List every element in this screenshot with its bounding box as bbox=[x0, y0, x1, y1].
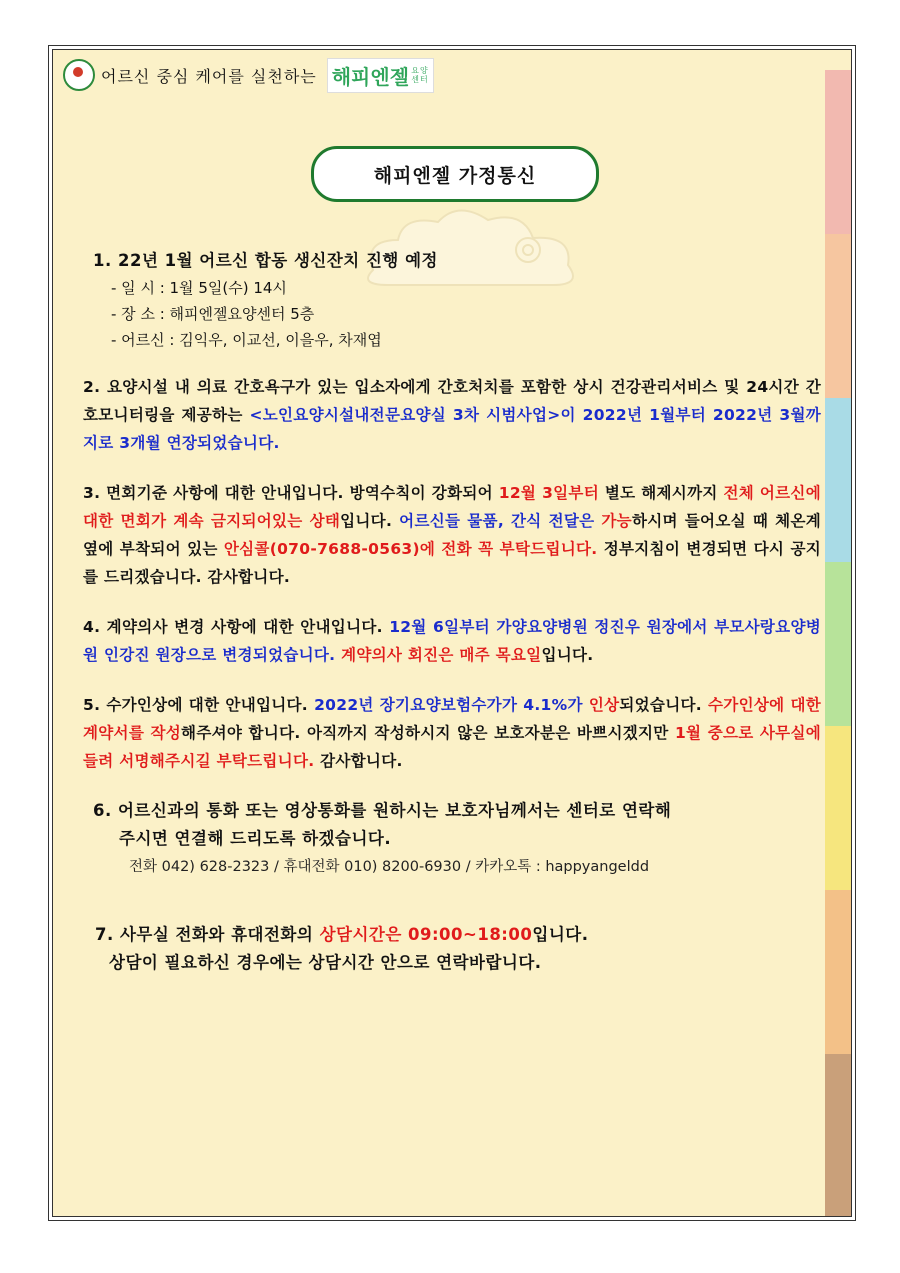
notice-2-text: 2. 요양시설 내 의료 간호욕구가 있는 입소자에게 간호처치를 포함한 상시 건강관리서비스 및 24시간 간호모니터링을 제공하는 bbox=[83, 378, 821, 424]
notice-1-heading: 1. 22년 1월 어르신 합동 생신잔치 진행 예정 bbox=[93, 251, 438, 270]
logo-icon bbox=[63, 59, 95, 91]
notice-1-date: - 일 시 : 1월 5일(수) 14시 bbox=[111, 279, 287, 297]
newsletter-title bbox=[311, 146, 599, 202]
notice-6 bbox=[93, 797, 821, 881]
color-stripe bbox=[825, 890, 851, 1054]
notice-3-part3: 별도 해제시까지 bbox=[598, 484, 724, 502]
notice-7-part1: 7. 사무실 전화와 휴대전화의 bbox=[95, 925, 320, 944]
notice-3-part5: 입니다. bbox=[340, 512, 400, 530]
notice-3-possible: 가능 bbox=[601, 512, 632, 530]
notice-4-rounds: 계약의사 회진은 매주 목요일 bbox=[341, 646, 542, 664]
newsletter-title-text: 해피엔젤 가정통신 bbox=[373, 164, 537, 187]
brand-logo bbox=[327, 58, 434, 93]
notice-3-delivery: 어르신들 물품, 간식 전달은 bbox=[399, 512, 602, 530]
color-stripe bbox=[825, 562, 851, 726]
notice-7 bbox=[95, 921, 821, 977]
notice-7-hours: 상담시간은 09:00~18:00 bbox=[319, 925, 533, 944]
notice-4-part1: 4. 계약의사 변경 사항에 대한 안내입니다. bbox=[83, 618, 390, 636]
notice-5-part8: 감사합니다. bbox=[314, 752, 403, 770]
notice-3-part8: 하시며 들어오실 때 체온계 옆에 부착되어 있는 bbox=[83, 512, 821, 558]
header bbox=[63, 58, 434, 92]
notice-6-line1: 6. 어르신과의 통화 또는 영상통화를 원하시는 보호자님께서는 센터로 연락해 bbox=[93, 801, 672, 820]
notice-5-part4: 되었습니다. bbox=[619, 696, 709, 714]
header-slogan: 어르신 중심 케어를 실천하는 bbox=[101, 66, 317, 86]
notice-list bbox=[83, 247, 821, 977]
color-stripe bbox=[825, 234, 851, 398]
notice-4-doctor-change: 12월 6일부터 가양요양병원 정진우 원장에서 부모사랑요양병원 인강진 원장으로 변경되었습니다. bbox=[83, 618, 821, 664]
notice-5 bbox=[83, 691, 821, 775]
notice-6-line2: 주시면 연결해 드리도록 하겠습니다. bbox=[119, 829, 392, 848]
color-stripe bbox=[825, 398, 851, 562]
page-frame bbox=[48, 45, 856, 1221]
color-stripe bbox=[825, 1054, 851, 1217]
notice-5-part1: 5. 수가인상에 대한 안내입니다. bbox=[83, 696, 315, 714]
notice-7-part3: 입니다. bbox=[532, 925, 589, 944]
notice-1 bbox=[93, 247, 821, 353]
notice-5-part6: 해주셔야 합니다. 아직까지 작성하시지 않은 보호자분은 바쁘시겠지만 bbox=[181, 724, 675, 742]
notice-2-highlight: <노인요양시설내전문요양실 3차 시범사업>이 2022년 1월부터 2022년 3월까지로 3개월 연장되었습니다. bbox=[83, 406, 822, 452]
notice-5-deadline: 1월 중으로 사무실에 들려 서명해주시길 부탁드립니다. bbox=[83, 724, 821, 770]
brand-name: 해피엔젤 bbox=[331, 64, 410, 89]
notice-1-place: - 장 소 : 해피엔젤요양센터 5층 bbox=[111, 305, 315, 323]
notice-3-ban: 전체 어르신에 대한 면회가 계속 금지되어있는 상태 bbox=[83, 484, 821, 530]
notice-5-increase: 인상 bbox=[588, 696, 620, 714]
notice-3-part1: 3. 면회기준 사항에 대한 안내입니다. 방역수칙이 강화되어 bbox=[83, 484, 499, 502]
brand-subtitle: 요양센터 bbox=[411, 66, 429, 84]
notice-3 bbox=[83, 479, 821, 591]
notice-2 bbox=[83, 373, 821, 457]
notice-5-contract: 수가인상에 대한 계약서를 작성 bbox=[83, 696, 822, 742]
contact-info: 전화 042) 628-2323 / 휴대전화 010) 8200-6930 / 카카오톡 : happyangeldd bbox=[129, 859, 650, 875]
color-stripe bbox=[825, 70, 851, 234]
page-background bbox=[52, 49, 852, 1217]
notice-3-part10: 정부지침이 변경되면 다시 공지를 드리겠습니다. 감사합니다. bbox=[83, 540, 821, 586]
notice-3-date: 12월 3일부터 bbox=[498, 484, 599, 502]
color-stripe bbox=[825, 726, 851, 890]
notice-3-safecall: 안심콜(070-7688-0563)에 전화 꼭 부탁드립니다. bbox=[223, 540, 598, 558]
notice-4 bbox=[83, 613, 821, 669]
notice-7-line2: 상담이 필요하신 경우에는 상담시간 안으로 연락바랍니다. bbox=[109, 953, 542, 972]
notice-5-rate: 2022년 장기요양보험수가가 4.1%가 bbox=[314, 696, 589, 714]
notice-4-part5: 입니다. bbox=[541, 646, 594, 664]
notice-1-seniors: - 어르신 : 김익우, 이교선, 이을우, 차재엽 bbox=[111, 331, 382, 349]
